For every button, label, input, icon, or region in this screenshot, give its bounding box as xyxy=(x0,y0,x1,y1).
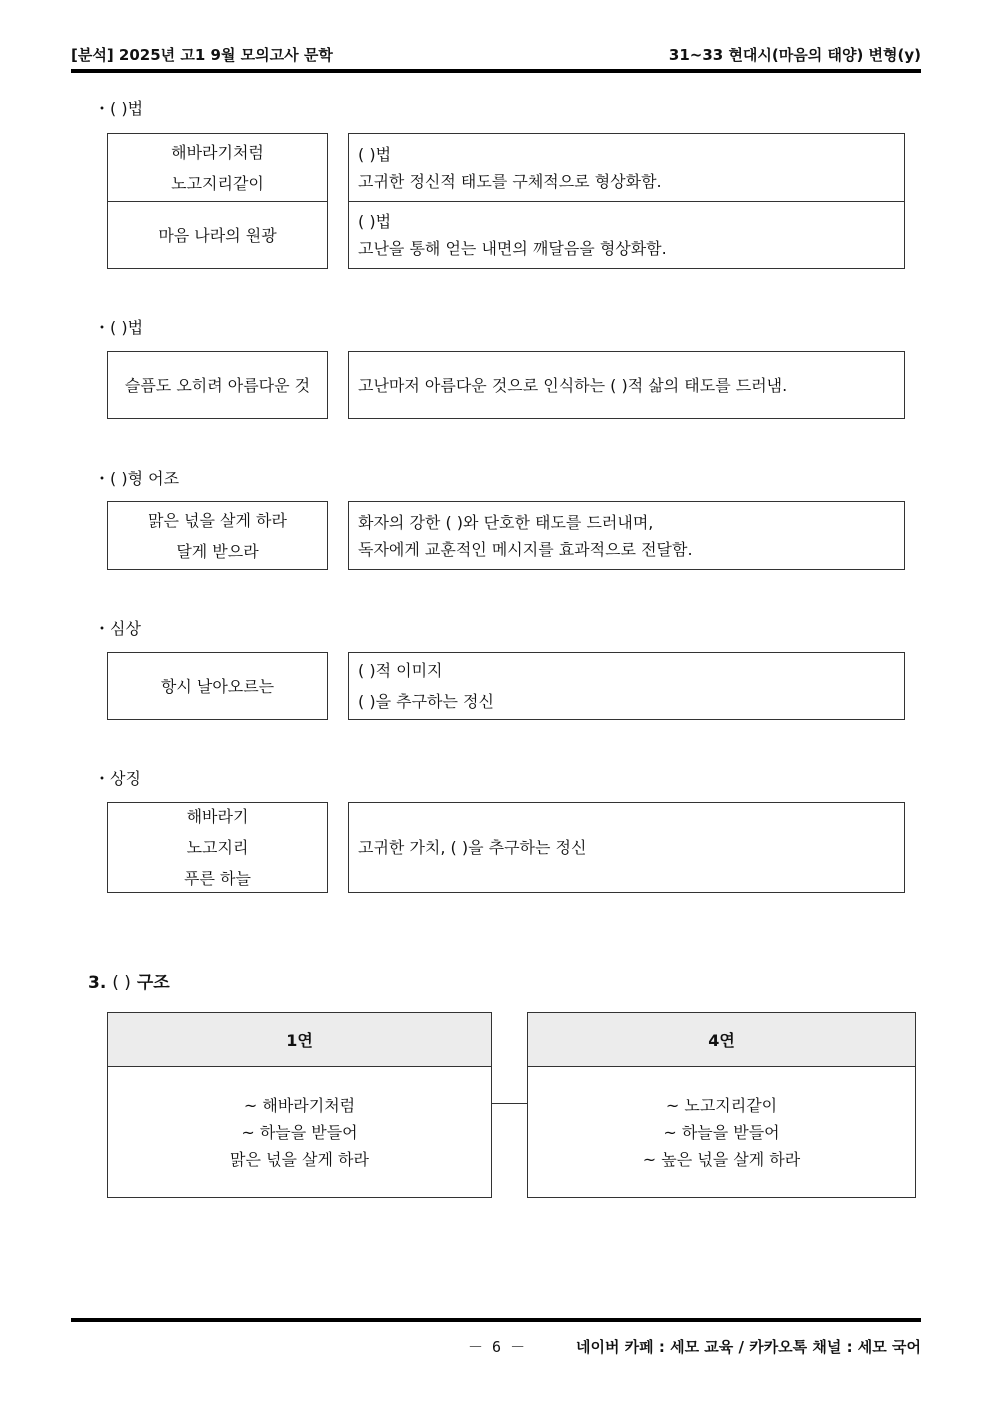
structure-box-1-line1: ~ 해바라기처럼 xyxy=(243,1095,356,1115)
table-e-right-cell xyxy=(349,803,904,892)
table-a-left-row2 xyxy=(108,202,327,268)
table-e-left xyxy=(107,802,328,893)
header-title-left: [분석] 2025년 고1 9월 모의고사 문학 xyxy=(71,46,333,64)
bullet-technique-2: ・( )법 xyxy=(94,318,144,337)
table-c-right xyxy=(348,501,905,570)
table-c-right-line2: 독자에게 교훈적인 메시지를 효과적으로 전달함. xyxy=(358,539,693,559)
table-b-left-cell xyxy=(108,352,327,418)
table-d-left-cell xyxy=(108,653,327,719)
structure-box-2-body xyxy=(528,1067,915,1197)
structure-box-1-line2: ~ 하늘을 받들어 xyxy=(241,1122,358,1142)
table-a-left xyxy=(107,133,328,269)
structure-box-1-body xyxy=(108,1067,491,1197)
table-c-left-line1: 맑은 넋을 살게 하라 xyxy=(148,510,287,530)
structure-box-2-title: 4연 xyxy=(528,1013,915,1067)
table-b-right-line1: 고난마저 아름다운 것으로 인식하는 ( )적 삶의 태도를 드러냄. xyxy=(358,375,788,395)
bullet-technique-1: ・( )법 xyxy=(94,99,144,118)
table-a-left-row1-line2: 노고지리같이 xyxy=(171,173,264,193)
table-e-left-cell xyxy=(108,803,327,892)
section-3-heading xyxy=(88,968,170,993)
table-a-right-row1-line1: ( )법 xyxy=(358,144,392,164)
table-a-right-row1-line2: 고귀한 정신적 태도를 구체적으로 형상화함. xyxy=(358,171,662,191)
page-header xyxy=(71,44,921,66)
table-c-left xyxy=(107,501,328,570)
table-b-right xyxy=(348,351,905,419)
bullet-symbol: ・상징 xyxy=(94,769,141,788)
table-e-left-line3: 푸른 하늘 xyxy=(184,869,251,888)
header-rule xyxy=(71,69,921,73)
table-d-right-line1: ( )적 이미지 xyxy=(358,661,443,680)
table-d-left xyxy=(107,652,328,720)
bullet-tone: ・( )형 어조 xyxy=(94,469,180,488)
table-e-left-line1: 해바라기 xyxy=(186,807,249,826)
table-c-right-cell xyxy=(349,502,904,569)
table-e-right xyxy=(348,802,905,893)
table-d-right-line2: ( )을 추구하는 정신 xyxy=(358,692,494,711)
table-a-right-row2-line2: 고난을 통해 얻는 내면의 깨달음을 형상화함. xyxy=(358,239,667,258)
table-a-left-row2-line1: 마음 나라의 원광 xyxy=(158,225,277,245)
header-title-right: 31~33 현대시(마음의 태양) 변형(y) xyxy=(668,46,921,64)
table-c-right-line1: 화자의 강한 ( )와 단호한 태도를 드러내며, xyxy=(358,512,654,532)
table-d-right-cell xyxy=(349,653,904,719)
table-a-right-row2 xyxy=(349,202,904,268)
table-e-left-line2: 노고지리 xyxy=(186,838,249,857)
table-a-left-row1 xyxy=(108,134,327,201)
footer-channel-text: 네이버 카페 : 세모 교육 / 카카오톡 채널 : 세모 국어 xyxy=(575,1338,921,1356)
bullet-imagery: ・심상 xyxy=(94,619,141,638)
section-3-blank: ( ) xyxy=(112,973,131,993)
page-number: － 6 － xyxy=(468,1338,526,1356)
structure-box-2-line2: ~ 하늘을 받들어 xyxy=(663,1122,780,1142)
structure-box-1-title: 1연 xyxy=(108,1013,491,1067)
table-c-left-line2: 달게 받으라 xyxy=(176,541,259,561)
table-b-left xyxy=(107,351,328,419)
table-b-left-line1: 슬픔도 오히려 아름다운 것 xyxy=(124,375,311,395)
table-a-left-row1-line1: 해바라기처럼 xyxy=(171,142,264,162)
section-3-title: 구조 xyxy=(136,973,170,993)
table-b-right-cell xyxy=(349,352,904,418)
table-a-right-row1 xyxy=(349,134,904,201)
table-d-left-line1: 항시 날아오르는 xyxy=(160,676,275,696)
structure-box-stanza-1 xyxy=(107,1012,492,1198)
structure-box-stanza-4 xyxy=(527,1012,916,1198)
section-3-number: 3. xyxy=(88,973,107,993)
structure-box-1-line3: 맑은 넋을 살게 하라 xyxy=(230,1149,369,1169)
table-a-right xyxy=(348,133,905,269)
table-e-right-line1: 고귀한 가치, ( )을 추구하는 정신 xyxy=(358,838,587,857)
structure-box-2-line3: ~ 높은 넋을 살게 하라 xyxy=(642,1149,801,1169)
structure-connector-line xyxy=(492,1103,527,1104)
table-c-left-cell xyxy=(108,502,327,569)
structure-box-2-line1: ~ 노고지리같이 xyxy=(665,1095,778,1115)
table-d-right xyxy=(348,652,905,720)
footer-rule xyxy=(71,1318,921,1322)
table-a-right-row2-line1: ( )법 xyxy=(358,212,392,231)
